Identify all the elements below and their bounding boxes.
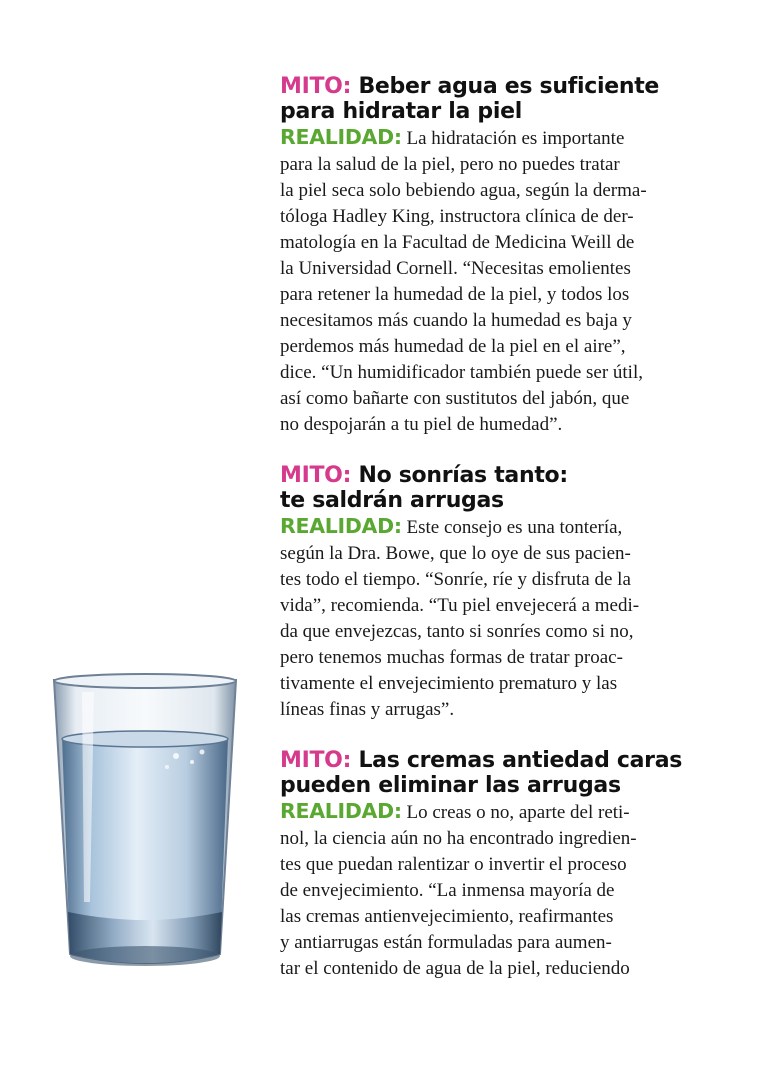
body-line: tóloga Hadley King, instructora clínica de der- (280, 206, 634, 227)
myth-heading-3 (280, 748, 725, 798)
body-line: según la Dra. Bowe, que lo oye de sus pacien- (280, 543, 631, 564)
body-line: y antiarrugas están formuladas para aumen- (280, 932, 612, 953)
myth-title-line: No sonrías tanto: (358, 463, 568, 488)
body-line: Este consejo es una tontería, (406, 517, 623, 538)
myth-title-line: para hidratar la piel (280, 99, 522, 124)
mito-label: MITO: (280, 748, 352, 773)
mito-label: MITO: (280, 463, 352, 488)
body-line: matología en la Facultad de Medicina Weill de (280, 232, 635, 253)
reality-text-3 (280, 798, 725, 982)
body-line: tes todo el tiempo. “Sonríe, ríe y disfruta de la (280, 569, 631, 590)
myth-heading-1 (280, 74, 725, 124)
body-line: Lo creas o no, aparte del reti- (406, 802, 630, 823)
myth-section-2 (280, 463, 725, 723)
realidad-label: REALIDAD: (280, 799, 402, 823)
body-line: para retener la humedad de la piel, y todos los (280, 284, 630, 305)
body-line: la Universidad Cornell. “Necesitas emolientes (280, 258, 631, 279)
myth-title-line: Las cremas antiedad caras (358, 748, 683, 773)
water-glass-image (52, 672, 238, 977)
body-line: nol, la ciencia aún no ha encontrado ingredien- (280, 828, 637, 849)
myth-heading-2 (280, 463, 725, 513)
mito-label: MITO: (280, 74, 352, 99)
body-line: de envejecimiento. “La inmensa mayoría de (280, 880, 615, 901)
body-line: para la salud de la piel, pero no puedes tratar (280, 154, 620, 175)
body-line: da que envejezcas, tanto si sonríes como si no, (280, 621, 634, 642)
body-line: necesitamos más cuando la humedad es baja y (280, 310, 632, 331)
body-line: no despojarán a tu piel de humedad”. (280, 414, 563, 435)
reality-text-1 (280, 124, 725, 438)
myth-title-line: Beber agua es suficiente (358, 74, 660, 99)
body-line: las cremas antienvejecimiento, reafirmantes (280, 906, 614, 927)
myth-section-3 (280, 748, 725, 982)
body-line: vida”, recomienda. “Tu piel envejecerá a medi- (280, 595, 640, 616)
body-line: pero tenemos muchas formas de tratar proac- (280, 647, 623, 668)
body-line: tivamente el envejecimiento prematuro y las (280, 673, 618, 694)
realidad-label: REALIDAD: (280, 514, 402, 538)
myth-section-1 (280, 74, 725, 438)
body-line: perdemos más humedad de la piel en el aire”, (280, 336, 626, 357)
myth-title-line: te saldrán arrugas (280, 488, 504, 513)
myth-title-line: pueden eliminar las arrugas (280, 773, 621, 798)
body-line: tar el contenido de agua de la piel, reduciendo (280, 958, 630, 979)
reality-text-2 (280, 513, 725, 723)
body-line: tes que puedan ralentizar o invertir el proceso (280, 854, 627, 875)
realidad-label: REALIDAD: (280, 125, 402, 149)
article-column (280, 74, 725, 1007)
body-line: líneas finas y arrugas”. (280, 699, 455, 720)
body-line: dice. “Un humidificador también puede ser útil, (280, 362, 643, 383)
body-line: así como bañarte con sustitutos del jabón, que (280, 388, 630, 409)
body-line: La hidratación es importante (406, 128, 625, 149)
body-line: la piel seca solo bebiendo agua, según la derma- (280, 180, 647, 201)
